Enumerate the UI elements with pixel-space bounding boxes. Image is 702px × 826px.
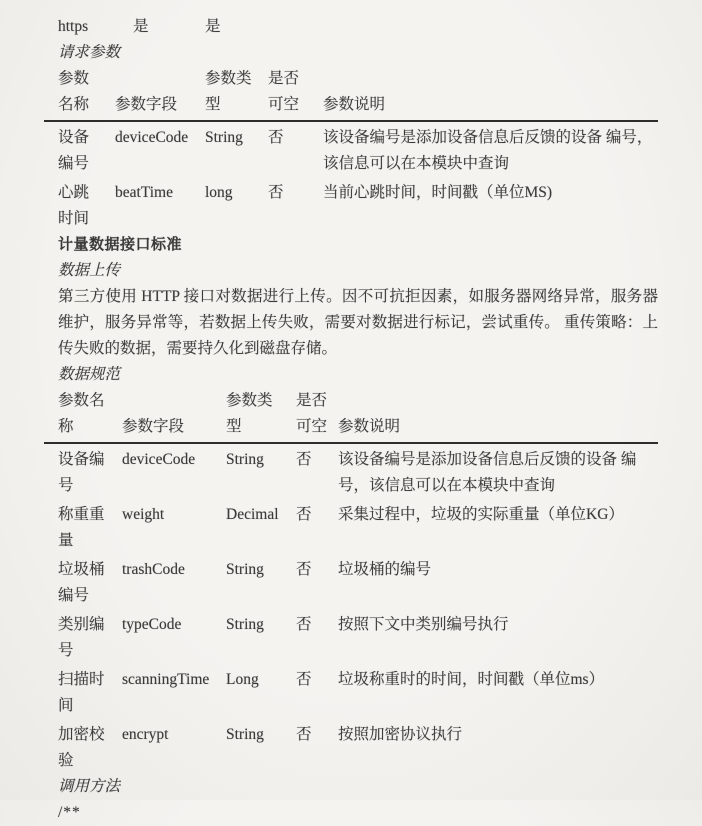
param-nullable-cell: 否 bbox=[296, 671, 312, 688]
invoke-method-heading: 调用方法 bbox=[58, 778, 121, 795]
param-field-cell: beatTime bbox=[115, 184, 173, 201]
param-nullable-cell: 否 bbox=[296, 616, 312, 633]
code-comment-open: /** bbox=[58, 804, 81, 821]
param-field-cell: weight bbox=[122, 506, 165, 523]
param-field-cell: trashCode bbox=[122, 561, 185, 578]
table-header-row bbox=[44, 66, 658, 121]
protocol-value: https bbox=[58, 18, 89, 35]
param-type-cell: long bbox=[205, 184, 233, 201]
param-field-cell: encrypt bbox=[122, 726, 169, 743]
table-row bbox=[44, 554, 658, 609]
header-param-type: 参数类型 bbox=[226, 388, 296, 443]
table-row bbox=[44, 443, 658, 499]
param-type-cell: String bbox=[205, 129, 243, 146]
request-params-heading: 请求参数 bbox=[58, 44, 121, 61]
param-type-cell: String bbox=[226, 616, 264, 633]
param-field-cell: scanningTime bbox=[122, 671, 210, 688]
https-support-row bbox=[58, 14, 658, 40]
param-nullable-cell: 否 bbox=[268, 129, 284, 146]
param-field-cell: typeCode bbox=[122, 616, 182, 633]
param-name-cell: 扫描时间 bbox=[58, 671, 105, 714]
param-nullable-cell: 否 bbox=[296, 451, 312, 468]
header-param-name: 参数名称 bbox=[44, 388, 122, 443]
table-row bbox=[44, 609, 658, 664]
request-params-table bbox=[44, 66, 658, 232]
header-nullable: 是否可空 bbox=[296, 388, 338, 443]
table-row bbox=[44, 719, 658, 774]
header-nullable: 是否可空 bbox=[268, 66, 323, 121]
param-type-cell: Decimal bbox=[226, 506, 279, 523]
param-desc-cell: 该设备编号是添加设备信息后反馈的设备 编号，该信息可以在本模块中查询 bbox=[338, 451, 637, 494]
header-param-field: 参数字段 bbox=[115, 66, 205, 121]
data-upload-heading: 数据上传 bbox=[58, 262, 121, 279]
table-row bbox=[44, 121, 658, 177]
param-type-cell: String bbox=[226, 451, 264, 468]
data-spec-table bbox=[44, 388, 658, 774]
param-desc-cell: 按照加密协议执行 bbox=[338, 726, 463, 743]
table-row bbox=[44, 499, 658, 554]
header-param-name: 参数名称 bbox=[44, 66, 115, 121]
metering-standard-heading: 计量数据接口标准 bbox=[58, 236, 183, 253]
support-value-2: 是 bbox=[205, 18, 221, 35]
param-name-cell: 类别编号 bbox=[58, 616, 105, 659]
header-param-type: 参数类型 bbox=[205, 66, 268, 121]
param-type-cell: String bbox=[226, 726, 264, 743]
param-nullable-cell: 否 bbox=[296, 561, 312, 578]
param-name-cell: 心跳时间 bbox=[58, 184, 90, 227]
param-desc-cell: 垃圾称重时的时间，时间戳（单位ms） bbox=[338, 671, 605, 688]
header-param-desc: 参数说明 bbox=[323, 66, 658, 121]
param-desc-cell: 采集过程中，垃圾的实际重量（单位KG） bbox=[338, 506, 624, 523]
param-desc-cell: 垃圾桶的编号 bbox=[338, 561, 432, 578]
param-name-cell: 设备编号 bbox=[58, 129, 90, 172]
header-param-desc: 参数说明 bbox=[338, 388, 658, 443]
param-nullable-cell: 否 bbox=[296, 726, 312, 743]
table-row bbox=[44, 664, 658, 719]
table-header-row bbox=[44, 388, 658, 443]
param-name-cell: 垃圾桶编号 bbox=[58, 561, 105, 604]
param-field-cell: deviceCode bbox=[115, 129, 189, 146]
param-field-cell: deviceCode bbox=[122, 451, 196, 468]
param-name-cell: 加密校验 bbox=[58, 726, 105, 769]
param-type-cell: Long bbox=[226, 671, 259, 688]
header-param-field: 参数字段 bbox=[122, 388, 226, 443]
param-nullable-cell: 否 bbox=[268, 184, 284, 201]
param-nullable-cell: 否 bbox=[296, 506, 312, 523]
param-name-cell: 设备编号 bbox=[58, 451, 105, 494]
param-name-cell: 称重重量 bbox=[58, 506, 105, 549]
param-type-cell: String bbox=[226, 561, 264, 578]
param-desc-cell: 当前心跳时间，时间戳（单位MS) bbox=[323, 184, 553, 201]
param-desc-cell: 按照下文中类别编号执行 bbox=[338, 616, 509, 633]
support-value-1: 是 bbox=[133, 18, 149, 35]
table-row bbox=[44, 177, 658, 232]
data-spec-heading: 数据规范 bbox=[58, 366, 121, 383]
upload-paragraph: 第三方使用 HTTP 接口对数据进行上传。因不可抗拒因素，如服务器网络异常，服务器维护，服务异常等，若数据上传失败，需要对数据进行标记，尝试重传。 重传策略：上传失败的数据，需要持久化到磁盘存储。 bbox=[58, 288, 658, 357]
param-desc-cell: 该设备编号是添加设备信息后反馈的设备 编号，该信息可以在本模块中查询 bbox=[323, 129, 653, 172]
